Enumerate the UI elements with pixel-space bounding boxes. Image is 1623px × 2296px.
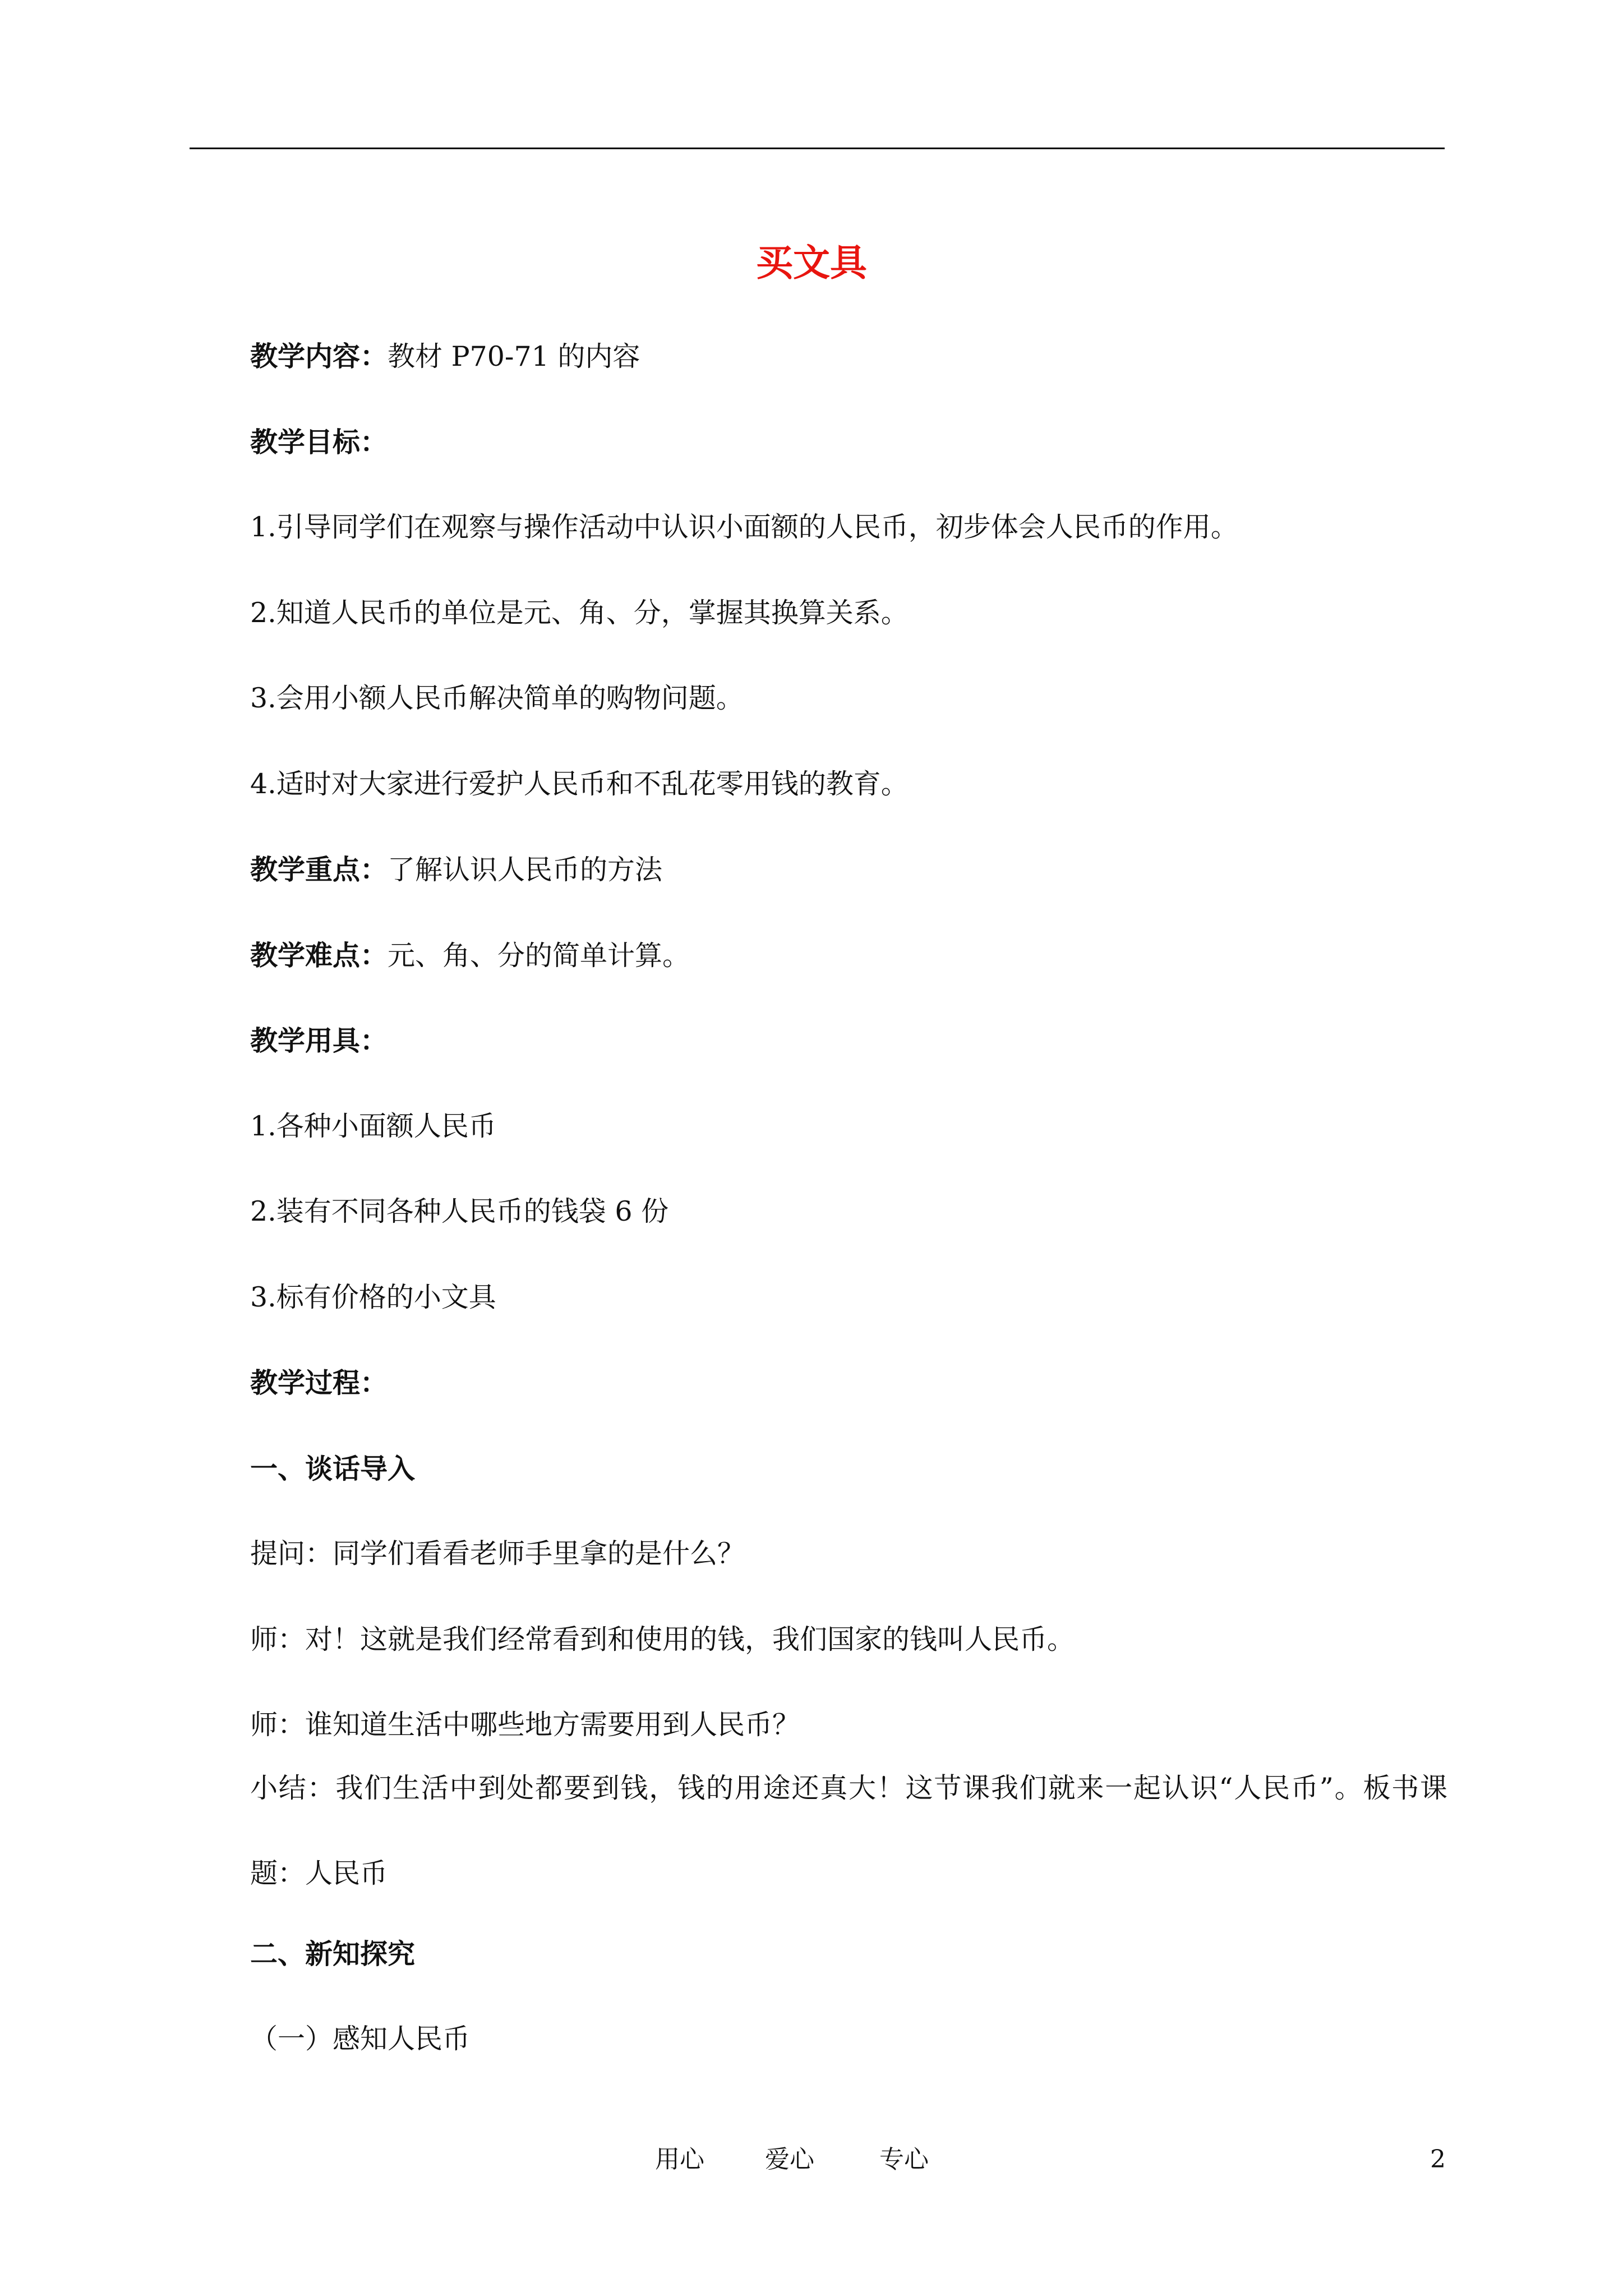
key-point-text: 了解认识人民币的方法	[388, 854, 663, 886]
footer-slogan-1: 用心	[655, 2145, 704, 2174]
teacher-line-1: 师：对！这就是我们经常看到和使用的钱，我们国家的钱叫人民币。	[250, 1623, 1075, 1655]
teaching-content	[250, 334, 640, 379]
tool-item-2: 2.装有不同各种人民币的钱袋 6 份	[250, 1195, 669, 1227]
process-heading: 教学过程：	[250, 1366, 388, 1399]
difficulty-label: 教学难点：	[250, 939, 388, 972]
header-rule	[190, 148, 1445, 149]
teacher-line-2: 师：谁知道生活中哪些地方需要用到人民币？	[250, 1709, 800, 1741]
subsection-heading-1: （一）感知人民币	[250, 2023, 471, 2055]
tool-item-1: 1.各种小面额人民币	[250, 1110, 496, 1142]
document-title: 买文具	[756, 241, 867, 284]
key-point-label: 教学重点：	[250, 853, 388, 886]
teaching-content-text: 教材 P70-71 的内容	[388, 341, 640, 372]
tools-heading: 教学用具：	[250, 1024, 388, 1057]
footer-slogan-2: 爱心	[765, 2145, 814, 2174]
tool-item-3: 3.标有价格的小文具	[250, 1281, 496, 1313]
goal-item-4: 4.适时对大家进行爱护人民币和不乱花零用钱的教育。	[250, 768, 909, 800]
goal-item-2: 2.知道人民币的单位是元、角、分，掌握其换算关系。	[250, 597, 909, 629]
footer-slogan-3: 专心	[879, 2145, 929, 2174]
goal-item-1: 1.引导同学们在观察与操作活动中认识小面额的人民币，初步体会人民币的作用。	[250, 511, 1238, 543]
goal-item-3: 3.会用小额人民币解决简单的购物问题。	[250, 682, 744, 714]
page-number: 2	[1430, 2145, 1446, 2174]
section-heading-1: 一、谈话导入	[250, 1452, 416, 1485]
question-line: 提问：同学们看看老师手里拿的是什么？	[250, 1538, 745, 1570]
summary-paragraph: 小结：我们生活中到处都要到钱，钱的用途还真大！这节课我们就来一起认识“人民币”。板书课题：人民币	[250, 1772, 1447, 1889]
section-heading-2: 二、新知探究	[250, 1938, 416, 1970]
teaching-content-label: 教学内容：	[250, 340, 388, 372]
goals-heading: 教学目标：	[250, 426, 388, 458]
difficulty-text: 元、角、分的简单计算。	[388, 940, 690, 972]
difficulty-point	[250, 933, 690, 978]
key-point	[250, 847, 662, 892]
